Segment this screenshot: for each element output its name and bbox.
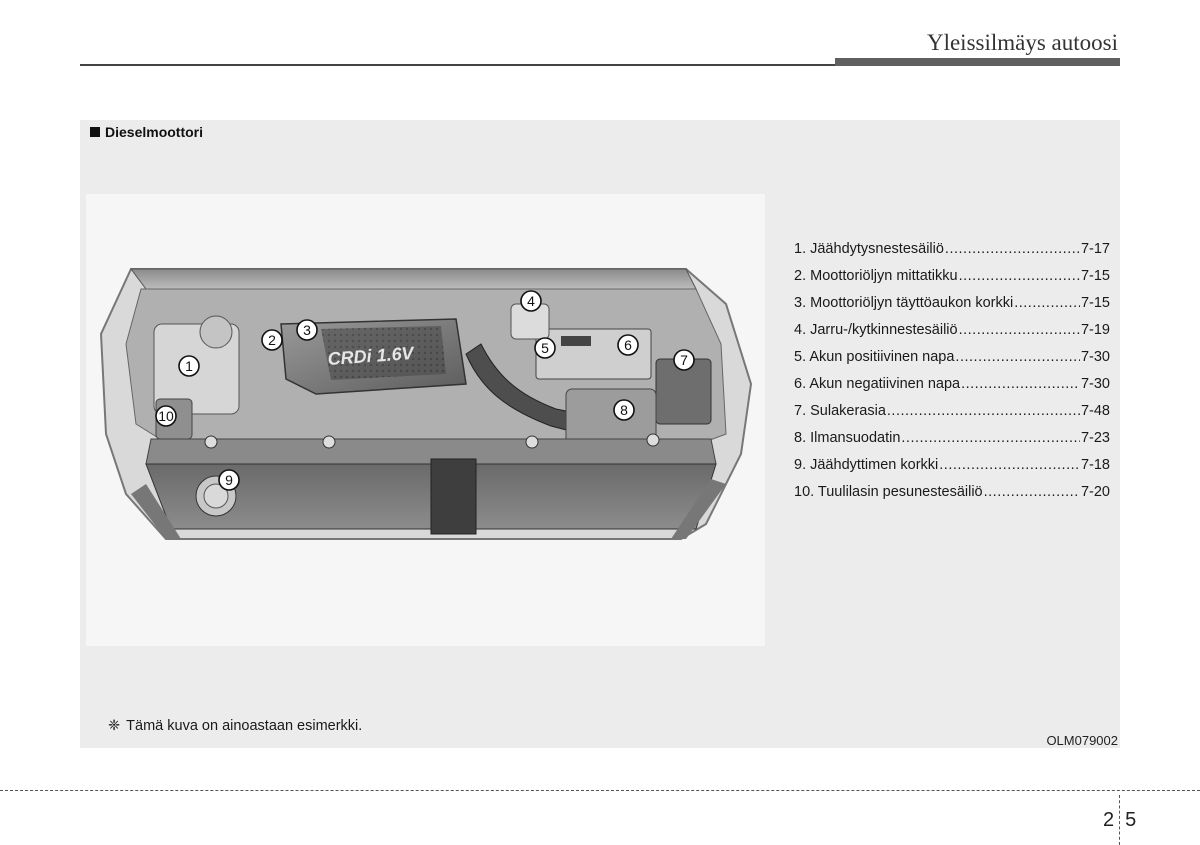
header-accent-bar xyxy=(835,58,1120,66)
svg-text:7: 7 xyxy=(680,352,688,368)
leader-dots xyxy=(959,322,1080,338)
part-page: 7-15 xyxy=(1080,295,1110,311)
leader-dots xyxy=(945,241,1080,257)
leader-dots xyxy=(1014,295,1080,311)
part-page: 7-48 xyxy=(1080,403,1110,419)
svg-text:2: 2 xyxy=(268,332,276,348)
running-header-title: Yleissilmäys autoosi xyxy=(926,30,1118,55)
callout-1 xyxy=(179,356,199,376)
list-item xyxy=(794,241,1110,268)
leader-dots xyxy=(955,349,1080,365)
part-page: 7-19 xyxy=(1080,322,1110,338)
part-page: 7-15 xyxy=(1080,268,1110,284)
callout-6 xyxy=(618,335,638,355)
part-page: 7-20 xyxy=(1080,484,1110,500)
square-bullet-icon xyxy=(90,127,100,137)
part-label: 7. Sulakerasia xyxy=(794,403,886,419)
part-label: 9. Jäähdyttimen korkki xyxy=(794,457,939,473)
section-heading-text: Dieselmoottori xyxy=(105,124,204,140)
part-label: 6. Akun negatiivinen napa xyxy=(794,376,961,392)
list-item xyxy=(794,484,1110,511)
leader-dots xyxy=(984,484,1080,500)
footer-rule xyxy=(0,790,1200,791)
part-label: 5. Akun positiivinen napa xyxy=(794,349,955,365)
part-page: 7-23 xyxy=(1080,430,1110,446)
part-page: 7-18 xyxy=(1080,457,1110,473)
part-label: 3. Moottoriöljyn täyttöaukon korkki xyxy=(794,295,1014,311)
engine-bay-illustration xyxy=(86,194,765,646)
list-item xyxy=(794,376,1110,403)
callout-7 xyxy=(674,350,694,370)
callout-4 xyxy=(521,291,541,311)
engine-bay-drawing xyxy=(86,194,765,646)
note-symbol-icon: ❈ xyxy=(108,718,121,734)
svg-text:5: 5 xyxy=(541,340,549,356)
part-page: 7-17 xyxy=(1080,241,1110,257)
leader-dots xyxy=(961,376,1080,392)
engine-cover-badge: CRDi 1.6V xyxy=(326,343,415,369)
list-item xyxy=(794,322,1110,349)
svg-text:4: 4 xyxy=(527,293,535,309)
image-code: OLM079002 xyxy=(1046,733,1118,748)
chapter-number: 2 xyxy=(1103,808,1115,831)
parts-list xyxy=(794,241,1110,511)
note-text: Tämä kuva on ainoastaan esimerkki. xyxy=(126,718,363,734)
callout-2 xyxy=(262,330,282,350)
section-heading xyxy=(90,124,203,140)
svg-text:3: 3 xyxy=(303,322,311,338)
callout-9 xyxy=(219,470,239,490)
list-item xyxy=(794,457,1110,484)
part-label: 2. Moottoriöljyn mittatikku xyxy=(794,268,958,284)
list-item xyxy=(794,403,1110,430)
part-label: 8. Ilmansuodatin xyxy=(794,430,901,446)
svg-text:8: 8 xyxy=(620,402,628,418)
leader-dots xyxy=(959,268,1080,284)
figure-panel xyxy=(80,120,1120,748)
callout-3 xyxy=(297,320,317,340)
list-item xyxy=(794,295,1110,322)
svg-text:6: 6 xyxy=(624,337,632,353)
svg-text:9: 9 xyxy=(225,472,233,488)
leader-dots xyxy=(939,457,1080,473)
leader-dots xyxy=(901,430,1080,446)
svg-text:10: 10 xyxy=(158,408,174,424)
callout-5 xyxy=(535,338,555,358)
page-number-divider xyxy=(1119,795,1120,845)
page-number-value: 5 xyxy=(1125,808,1137,831)
header-rule xyxy=(80,64,835,66)
part-label: 1. Jäähdytysnestesäiliö xyxy=(794,241,944,257)
page-number xyxy=(1103,795,1136,845)
part-page: 7-30 xyxy=(1080,349,1110,365)
list-item xyxy=(794,349,1110,376)
part-label: 10. Tuulilasin pesunestesäiliö xyxy=(794,484,983,500)
list-item xyxy=(794,268,1110,295)
list-item xyxy=(794,430,1110,457)
leader-dots xyxy=(887,403,1080,419)
part-page: 7-30 xyxy=(1080,376,1110,392)
svg-text:1: 1 xyxy=(185,358,193,374)
part-label: 4. Jarru-/kytkinnestesäiliö xyxy=(794,322,958,338)
callout-10 xyxy=(156,406,176,426)
illustration-note xyxy=(108,718,362,734)
callout-8 xyxy=(614,400,634,420)
